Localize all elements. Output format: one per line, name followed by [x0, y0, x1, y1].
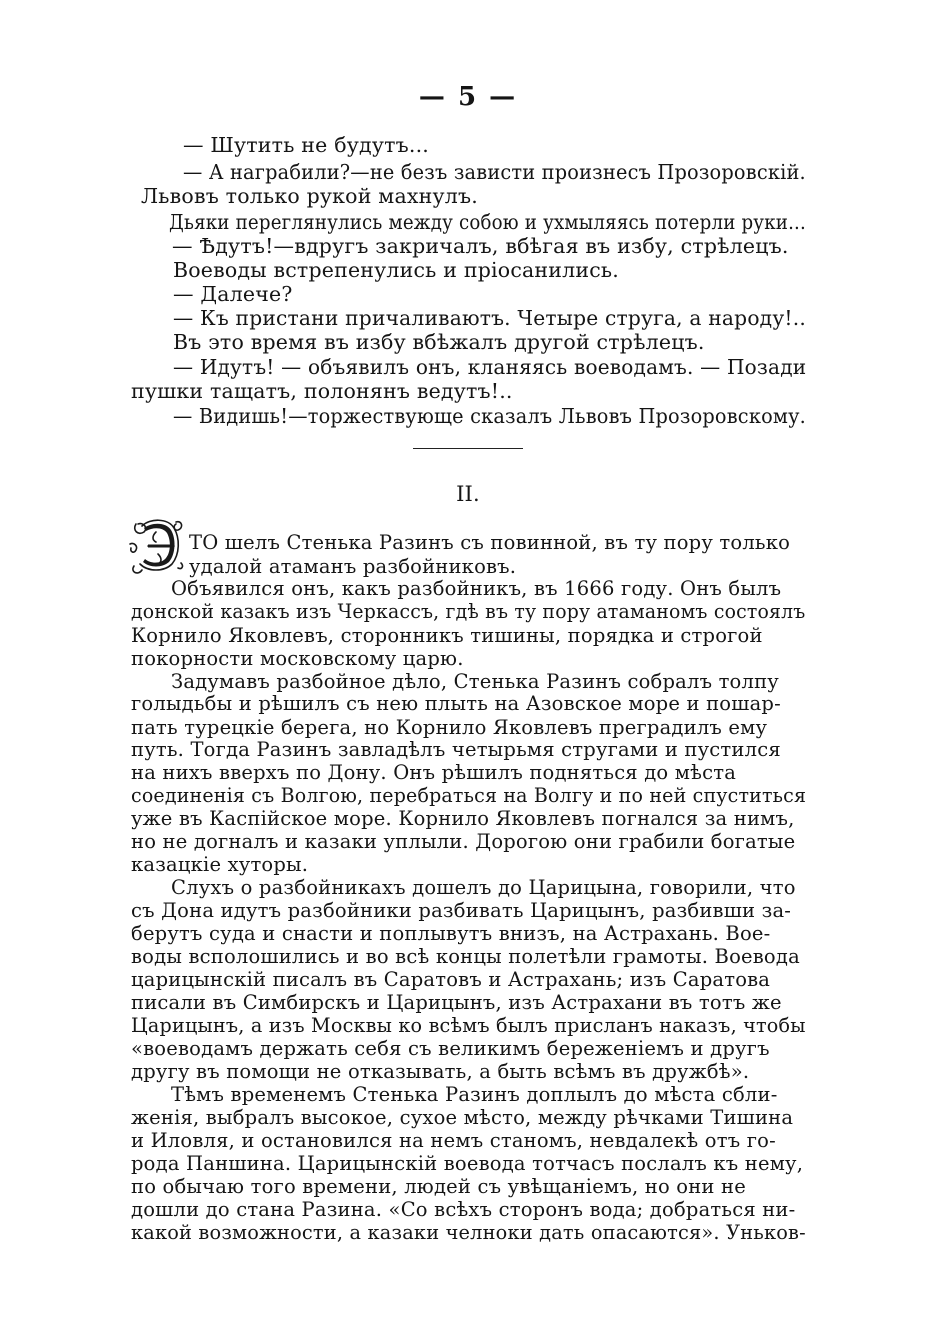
text-line: Объявился онъ, какъ разбойникъ, въ 1666 году. Онъ былъ: [171, 577, 782, 600]
decorative-initial-icon: [128, 516, 186, 576]
text-line: дошли до стана Разина. «Со всѣхъ сторонъ вода; добраться ни-: [131, 1198, 796, 1221]
text-line: на нихъ вверхъ по Дону. Онъ рѣшилъ подняться до мѣста: [131, 761, 737, 784]
text-line: по обычаю того времени, людей съ увѣщанiемъ, но они не: [131, 1175, 746, 1198]
text-line: Задумавъ разбойное дѣло, Стенька Разинъ собралъ толпу: [171, 670, 779, 693]
dialogue-line: — Ѣдутъ!—вдругъ закричалъ, вбѣгая въ избу, стрѣлецъ.: [172, 234, 789, 258]
dialogue-line: — Видишь!—торжествующе сказалъ Львовъ Прозоровскому.: [173, 404, 806, 428]
text-line: Царицынъ, а изъ Москвы ко всѣмъ былъ присланъ наказъ, чтобы: [131, 1014, 806, 1037]
text-line: покорности московскому царю.: [131, 647, 464, 670]
text-line: соединенiя съ Волгою, перебраться на Волгу и по ней спуститься: [131, 784, 807, 807]
dialogue-line: — Идутъ! — объявилъ онъ, кланяясь воеводамъ. — Позади: [173, 355, 807, 379]
text-line: удалой атаманъ разбойниковъ.: [189, 555, 517, 578]
text-line: рода Паншина. Царицынскiй воевода тотчасъ послалъ къ нему,: [131, 1152, 804, 1175]
dialogue-line: — Шутить не будутъ...: [183, 133, 430, 157]
text-line: голыдьбы и рѣшилъ съ нею плыть на Азовское море и пошар-: [131, 692, 781, 715]
section-divider: [413, 448, 523, 449]
text-line: женiя, выбралъ высокое, сухое мѣсто, между рѣчками Тишина: [131, 1106, 794, 1129]
text-line: донской казакъ изъ Черкассъ, гдѣ въ ту пору атаманомъ состоялъ: [131, 600, 806, 623]
text-line: царицынскiй писалъ въ Саратовъ и Астрахань; изъ Саратова: [131, 968, 771, 991]
dialogue-line: Львовъ только рукой махнулъ.: [141, 184, 478, 208]
dialogue-line: Дьяки переглянулись между собою и ухмыляясь потерли руки...: [169, 210, 806, 234]
text-line: путь. Тогда Разинъ завладѣлъ четырьмя стругами и пустился: [131, 738, 781, 761]
dialogue-line: Въ это время въ избу вбѣжалъ другой стрѣлецъ.: [173, 330, 705, 354]
dialogue-line: — Къ пристани причаливаютъ. Четыре струга, а народу!..: [173, 306, 806, 330]
text-line: казацкiе хуторы.: [131, 853, 309, 876]
chapter-heading: II.: [456, 482, 480, 506]
text-line: Слухъ о разбойникахъ дошелъ до Царицына, говорили, что: [171, 876, 796, 899]
text-line: но не догналъ и казаки уплыли. Дорогою они грабили богатые: [131, 830, 796, 853]
text-line: «воеводамъ держать себя съ великимъ береженiемъ и другъ: [131, 1037, 770, 1060]
text-line: и Иловля, и остановился на немъ станомъ, невдалекѣ отъ го-: [131, 1129, 776, 1152]
text-line: берутъ суда и снасти и поплывутъ внизъ, на Астрахань. Вое-: [131, 922, 771, 945]
dialogue-line: — А награбили?—не безъ зависти произнесъ Прозоровскiй.: [183, 160, 806, 184]
text-line: пать турецкiе берега, но Корнило Яковлевъ преградилъ ему: [131, 716, 768, 739]
dialogue-line: пушки тащатъ, полонянъ ведутъ!..: [131, 379, 513, 403]
text-line: Тѣмъ временемъ Стенька Разинъ доплылъ до мѣста сбли-: [171, 1083, 778, 1106]
text-line: писали въ Симбирскъ и Царицынъ, изъ Астрахани въ тотъ же: [131, 991, 782, 1014]
text-line: другу въ помощи не отказывать, а быть всѣмъ въ дружбѣ».: [131, 1060, 750, 1083]
dialogue-line: Воеводы встрепенулись и прiосанились.: [173, 258, 619, 282]
dialogue-line: — Далече?: [173, 282, 293, 306]
text-line: съ Дона идутъ разбойники разбивать Царицынъ, разбивши за-: [131, 899, 792, 922]
text-line: уже въ Каспiйское море. Корнило Яковлевъ погнался за нимъ,: [131, 807, 795, 830]
page-number: — 5 —: [418, 82, 518, 112]
text-line: какой возможности, а казаки челноки дать опасаются». Уньков-: [131, 1221, 806, 1244]
text-line: ТО шелъ Стенька Разинъ съ повинной, въ ту пору только: [189, 531, 791, 554]
text-line: Корнило Яковлевъ, сторонникъ тишины, порядка и строгой: [131, 624, 763, 647]
text-line: воды всполошились и во всѣ концы полетѣли грамоты. Воевода: [131, 945, 800, 968]
